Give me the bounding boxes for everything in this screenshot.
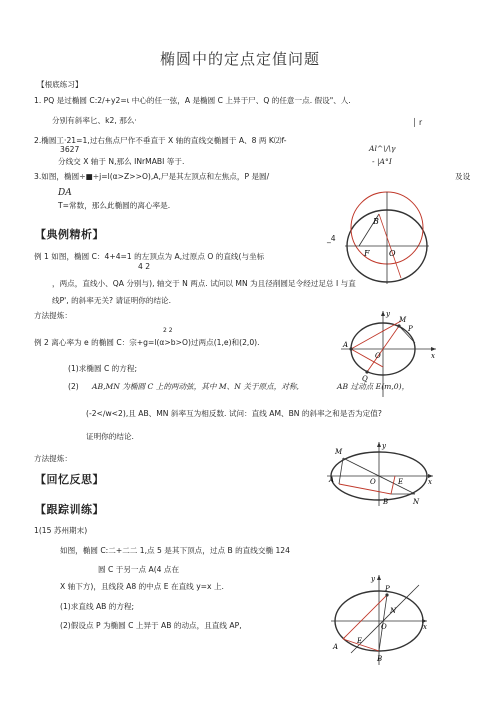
follow-1-line-3: X 轴下方)，且线段 A8 的中点 E 在直线 y=x 上. (60, 582, 224, 591)
figure-2-label-p: P (408, 325, 413, 333)
figure-2-label-a: A (343, 341, 349, 349)
example-1-line-3: 线P', 的斜率无关? 请证明你的结论. (52, 296, 172, 305)
figure-3-label-m: M (335, 448, 343, 456)
figure-3-label-x: x (428, 478, 432, 486)
follow-1-part-1: (1)求直线 AB 的方程; (60, 602, 135, 611)
question-3-line-2: T=常数，那么此椭圆的离心率是. (58, 201, 171, 210)
question-2-side-a: Al^\/\γ (369, 144, 396, 153)
figure-4-ellipse (327, 573, 432, 668)
question-2-side-b: - |A°I (372, 157, 392, 166)
example-2-part-2-line-2: (-2<∕w<2),且 AB、MN 斜率互为相反数. 试问：直线 AM、BN 的斜率之和是否为定值? (86, 409, 382, 418)
example-2-line-1: 例 2 离心率为 e 的椭圆 C：宗+g=l(α>b>O)过两点(1,e)和(2,0). (34, 338, 260, 347)
figure-3-line-ab (339, 484, 391, 494)
example-2-part-2-right: AB 过动点 E(m,0)， (337, 382, 410, 391)
figure-4-label-b: B (377, 655, 383, 663)
section-heading-reflect: 【回忆反思】 (35, 473, 104, 486)
figure-1-ellipse-circle (343, 188, 429, 288)
method-1-label: 方法提炼： (34, 311, 72, 320)
figure-3-label-a: A (329, 476, 335, 484)
side-mark: _4 (327, 234, 336, 243)
question-1-line-2: 分别有斜率匕、k2, 那么· (52, 116, 137, 125)
follow-1-line-2: 圆 C 于另一点 A(4 点在 (98, 565, 180, 574)
figure-4-label-y: y (371, 575, 375, 583)
figure-2-label-x: x (431, 352, 435, 360)
figure-3-label-o: O (370, 478, 376, 486)
section-heading-basic: 【根底练习】 (37, 80, 83, 89)
figure-2-label-o: O (375, 352, 381, 360)
figure-3-label-n: N (413, 498, 420, 506)
follow-1-line-1: 如图，椭圆 C:二+二二 1,点 5 是其下顶点，过点 B 的直线交椭 124 (60, 546, 290, 555)
method-2-label: 方法提炼： (34, 454, 72, 463)
section-heading-follow: 【跟踪训练】 (35, 503, 104, 516)
example-1-line-1: 例 1 如图，椭圆 C：4+4=1 的左顶点为 A,过原点 O 的直线(与坐标 (34, 252, 265, 261)
figure-4-label-e: E (357, 637, 363, 645)
example-2-part-1: (1)求椭圆 C 的方程; (68, 364, 138, 373)
figure-1-label-o: O (389, 249, 396, 258)
example-2-part-2: AB,MN 为椭圆 C 上的两动弦，其中 M、N 关于原点，对称, (92, 382, 299, 391)
figure-4-label-o: O (381, 623, 387, 631)
question-3-line-1: 3.如图，椭圆÷■÷j=l(α>Z>>O),A,尸是其左顶点和左焦点，P 是圆/ (34, 172, 270, 181)
figure-2-label-y: y (386, 310, 390, 318)
figure-4-label-n: N (390, 607, 397, 615)
figure-3-label-b: B (383, 498, 389, 506)
figure-4-label-x: x (423, 623, 427, 631)
follow-1-part-2: (2)假设点 P 为椭圆 C 上异于 AB 的动点，且直线 AP, (60, 621, 242, 630)
question-1-side-note: │ r (412, 118, 423, 127)
question-3-side-note: 及设 (455, 172, 471, 181)
question-2-line-1: 2.椭圆工·21=1,过右焦点尸作不垂直于 X 轴的直线交椭圆于 A、8 两 K⑵f- (34, 136, 287, 145)
page-title: 椭圆中的定点定值问题 (160, 50, 321, 68)
figure-4-label-p: P (385, 585, 390, 593)
figure-4-line-ap (343, 595, 387, 639)
figure-3-line-be (391, 476, 395, 494)
example-1-line-2: ，两点，直线小、QA 分别与), 轴交于 N 两点. 试问以 MN 为且径削圆足令经过足总 I 与直 (52, 279, 356, 288)
figure-1-label-f: F (364, 249, 370, 258)
figure-3-label-e: E (398, 478, 404, 486)
figure-4-label-a: A (333, 643, 339, 651)
figure-2-label-q: Q (362, 375, 368, 383)
figure-2-label-m: M (399, 316, 407, 324)
question-3-fraction: DA (58, 188, 72, 198)
follow-1-header: 1(15 苏州期末) (34, 526, 88, 535)
figure-1-label-b: B (373, 217, 379, 226)
figure-2-line-am (351, 321, 401, 349)
example-2-part-2-label: (2) (68, 382, 79, 391)
example-2-superscript: 2 2 (163, 327, 173, 334)
question-2-subscript: 3627 (60, 145, 80, 154)
question-2-line-2: 分线交 X 轴于 N,那么 INrMABI 等于. (58, 157, 185, 166)
figure-3-label-y: y (382, 442, 386, 450)
section-heading-examples: 【典例精析】 (35, 228, 104, 241)
example-2-part-2-line-3: 证明你的结论. (86, 432, 134, 441)
figure-3-ellipse (325, 440, 437, 508)
question-1-line-1: 1. PQ 是过椭圆 C:2/+y2=ι 中心的任一弦，A 是椭圆 C 上异于尸、Q 的任意一点. 假设"、人. (34, 96, 351, 105)
example-1-subscript: 4 2 (138, 262, 151, 271)
